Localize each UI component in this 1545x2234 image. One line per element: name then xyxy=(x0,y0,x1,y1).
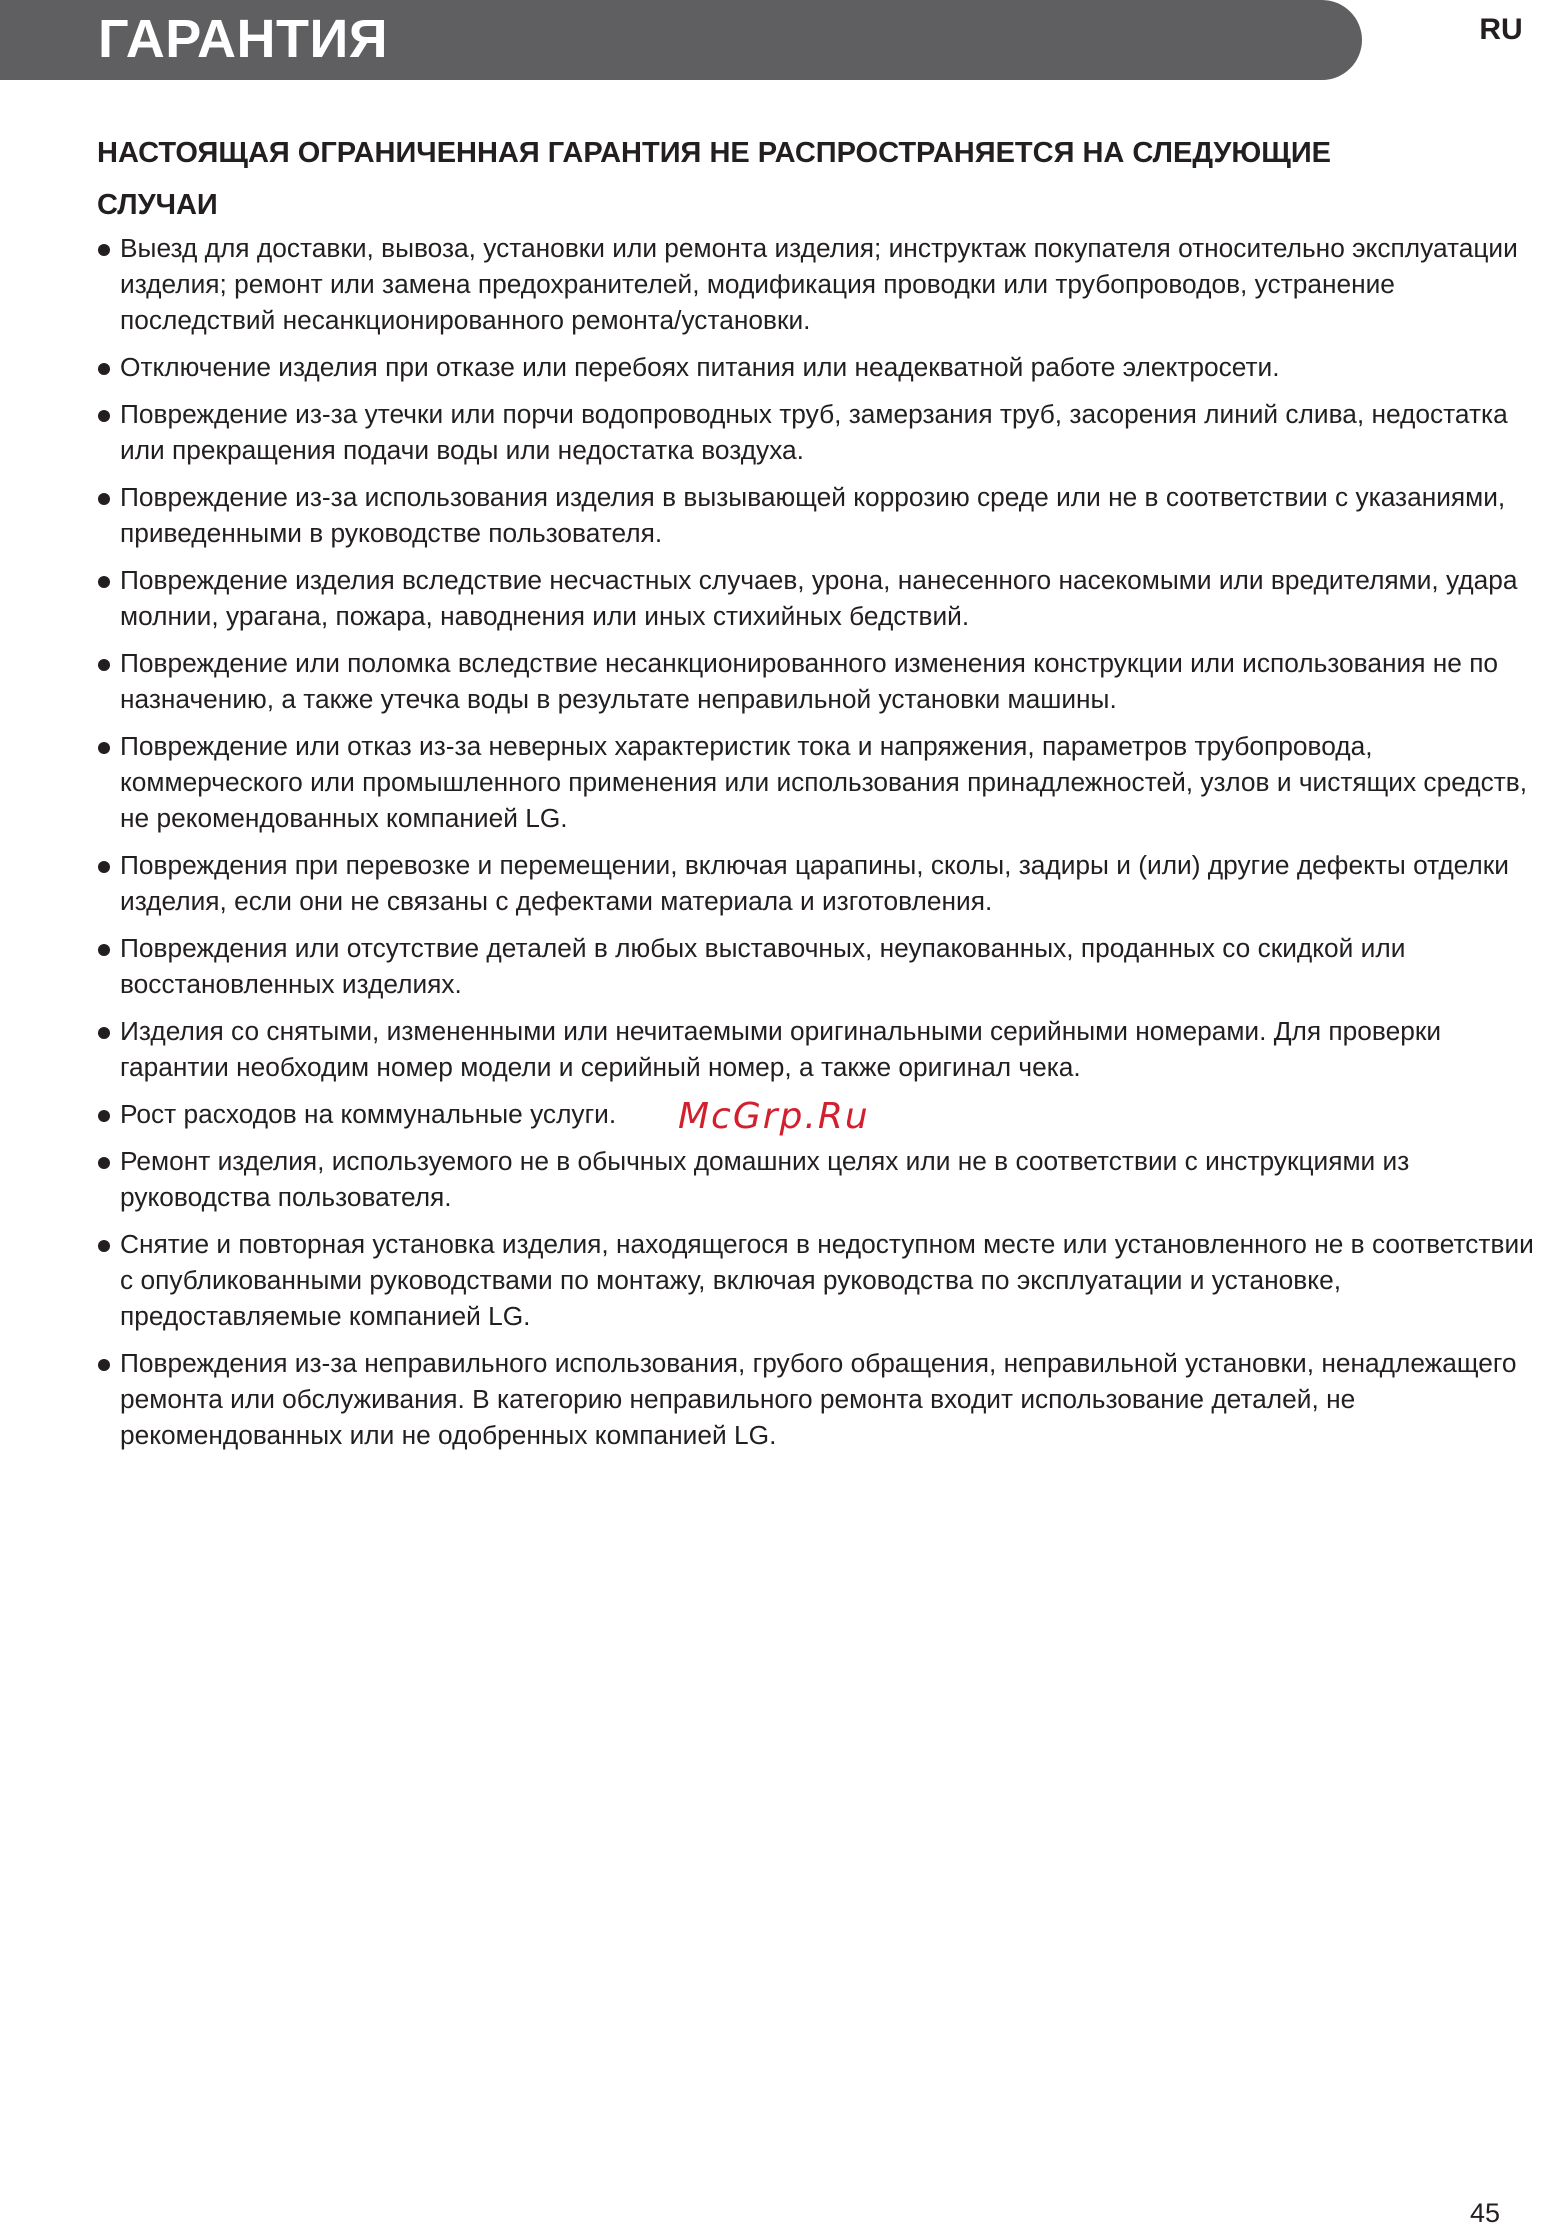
list-item-text: Отключение изделия при отказе или перебоях питания или неадекватной работе электросети. xyxy=(120,352,1280,382)
bullet-icon xyxy=(98,244,110,256)
list-item xyxy=(98,396,1543,468)
list-item xyxy=(98,930,1543,1002)
list-item xyxy=(98,847,1543,919)
bullet-icon xyxy=(98,493,110,505)
list-item xyxy=(98,1143,1543,1215)
list-item-text: Рост расходов на коммунальные услуги. xyxy=(120,1099,617,1129)
list-item-text: Повреждение из-за использования изделия в вызывающей коррозию среде или не в соответствии с указаниями, приведенными в руководстве пользователя. xyxy=(120,482,1506,548)
list-item-text: Ремонт изделия, используемого не в обычных домашних целях или не в соответствии с инструкциями из руководства пользователя. xyxy=(120,1146,1410,1212)
list-item-text: Повреждение или отказ из-за неверных характеристик тока и напряжения, параметров трубопровода, коммерческого или промышленного применения или использования принадлежностей, узлов и чистящих средств, не рекомендованных компанией LG. xyxy=(120,731,1528,833)
exclusions-list xyxy=(98,230,1543,1464)
list-item-text: Повреждения или отсутствие деталей в любых выставочных, неупакованных, проданных со скидкой или восстановленных изделиях. xyxy=(120,933,1406,999)
bullet-icon xyxy=(98,1110,110,1122)
bullet-icon xyxy=(98,1027,110,1039)
list-item-text: Повреждение из-за утечки или порчи водопроводных труб, замерзания труб, засорения линий слива, недостатка или прекращения подачи воды или недостатка воздуха. xyxy=(120,399,1508,465)
bullet-icon xyxy=(98,742,110,754)
list-item-text: Повреждения при перевозке и перемещении, включая царапины, сколы, задиры и (или) другие дефекты отделки изделия, если они не связаны с дефектами материала и изготовления. xyxy=(120,850,1509,916)
list-item xyxy=(98,645,1543,717)
language-code: RU xyxy=(1479,13,1523,46)
list-item-text: Снятие и повторная установка изделия, находящегося в недоступном месте или установленного не в соответствии с опубликованными руководствами по монтажу, включая руководства по эксплуатации и установке, предоставляемые компанией LG. xyxy=(120,1229,1534,1331)
list-item-text: Изделия со снятыми, измененными или нечитаемыми оригинальными серийными номерами. Для проверки гарантии необходим номер модели и серийный номер, а также оригинал чека. xyxy=(120,1016,1442,1082)
list-item xyxy=(98,1013,1543,1085)
bullet-icon xyxy=(98,1359,110,1371)
page-title: ГАРАНТИЯ xyxy=(98,9,389,69)
bullet-icon xyxy=(98,576,110,588)
bullet-icon xyxy=(98,861,110,873)
bullet-icon xyxy=(98,659,110,671)
list-item xyxy=(98,1345,1543,1453)
list-item-text: Повреждения из-за неправильного использования, грубого обращения, неправильной установки, ненадлежащего ремонта или обслуживания. В категорию неправильного ремонта входит использование деталей, не рекомендованных или не одобренных компанией LG. xyxy=(120,1348,1517,1450)
list-item-text: Выезд для доставки, вывоза, установки или ремонта изделия; инструктаж покупателя относительно эксплуатации изделия; ремонт или замена предохранителей, модификация проводки или трубопроводов, устранение последствий несанкционированного ремонта/установки. xyxy=(120,233,1518,335)
list-item xyxy=(98,479,1543,551)
list-item xyxy=(98,349,1543,385)
watermark-text: McGrp.Ru xyxy=(678,1096,870,1137)
list-item xyxy=(98,562,1543,634)
list-item-text: Повреждение или поломка вследствие несанкционированного изменения конструкции или использования не по назначению, а также утечка воды в результате неправильной установки машины. xyxy=(120,648,1499,714)
section-heading: НАСТОЯЩАЯ ОГРАНИЧЕННАЯ ГАРАНТИЯ НЕ РАСПРОСТРАНЯЕТСЯ НА СЛЕДУЮЩИЕ СЛУЧАИ xyxy=(97,137,1332,221)
bullet-icon xyxy=(98,1240,110,1252)
bullet-icon xyxy=(98,363,110,375)
list-item xyxy=(98,728,1543,836)
list-item xyxy=(98,230,1543,338)
page-number: 45 xyxy=(1469,2198,1500,2228)
list-item xyxy=(98,1226,1543,1334)
list-item-text: Повреждение изделия вследствие несчастных случаев, урона, нанесенного насекомыми или вредителями, удара молнии, урагана, пожара, наводнения или иных стихийных бедствий. xyxy=(120,565,1518,631)
bullet-icon xyxy=(98,410,110,422)
bullet-icon xyxy=(98,944,110,956)
bullet-icon xyxy=(98,1157,110,1169)
